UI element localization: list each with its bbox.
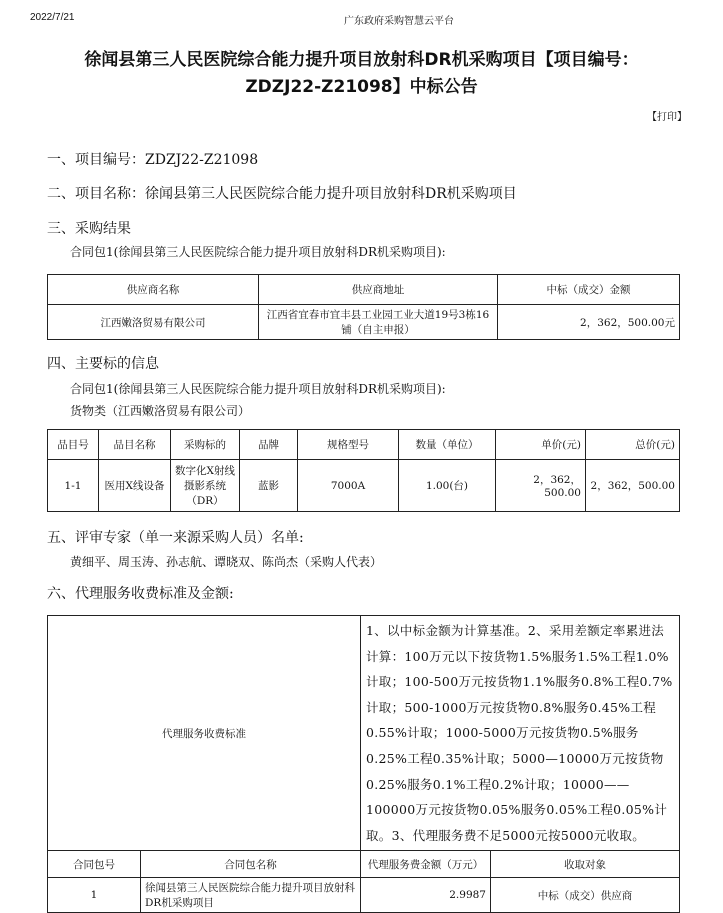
site-name: 广东政府采购智慧云平台 — [344, 16, 454, 27]
award-amount: 2，362，500.00元 — [498, 305, 680, 340]
section-heading: 五、评审专家（单一来源采购人员）名单: — [47, 530, 304, 546]
package-number: 1 — [48, 878, 141, 913]
fee-amount: 2.9987 — [361, 878, 491, 913]
section-heading: 六、代理服务收费标准及金额: — [47, 586, 234, 602]
table-row — [48, 460, 680, 512]
category-label: 货物类（江西嫩洛贸易有限公司） — [70, 404, 251, 418]
table-row — [48, 878, 680, 913]
project-number: 一、项目编号：ZDZJ22-Z21098 — [47, 152, 259, 168]
col-header: 收取对象 — [491, 851, 680, 878]
fee-table — [47, 615, 680, 913]
package-name: 徐闻县第三人民医院综合能力提升项目放射科DR机采购项目 — [141, 878, 361, 913]
fee-payer: 中标（成交）供应商 — [491, 878, 680, 913]
fee-standard-label: 代理服务收费标准 — [48, 616, 361, 851]
section-heading: 三、采购结果 — [47, 221, 131, 237]
table-cell: 蓝影 — [240, 460, 298, 512]
title-line: ZDZJ22-Z21098】中标公告 — [245, 77, 478, 97]
supplier-name: 江西嫩洛贸易有限公司 — [48, 305, 259, 340]
result-table — [47, 274, 680, 340]
col-header: 品目号 — [48, 430, 99, 460]
col-header: 合同包名称 — [141, 851, 361, 878]
table-row — [48, 305, 680, 340]
package-label: 合同包1(徐闻县第三人民医院综合能力提升项目放射科DR机采购项目): — [70, 382, 446, 396]
col-header: 总价(元) — [586, 430, 680, 460]
experts-list: 黄细平、周玉涛、孙志航、谭晓双、陈尚杰（采购人代表） — [70, 555, 383, 569]
col-header: 供应商名称 — [48, 275, 259, 305]
project-name: 二、项目名称：徐闻县第三人民医院综合能力提升项目放射科DR机采购项目 — [47, 186, 517, 202]
col-header: 供应商地址 — [259, 275, 498, 305]
title-line: 徐闻县第三人民医院综合能力提升项目放射科DR机采购项目【项目编号： — [84, 50, 639, 70]
col-header: 单价(元) — [496, 430, 586, 460]
table-cell: 2，362，500.00 — [586, 460, 680, 512]
supplier-address: 江西省宜春市宜丰县工业园工业大道19号3栋16铺（自主申报） — [259, 305, 498, 340]
col-header: 代理服务费金额（万元） — [361, 851, 491, 878]
print-date: 2022/7/21 — [30, 12, 75, 23]
table-cell: 1-1 — [48, 460, 99, 512]
table-cell: 2，362，500.00 — [496, 460, 586, 512]
col-header: 采购标的 — [171, 430, 240, 460]
page-title — [30, 47, 693, 101]
print-link[interactable]: 【打印】 — [647, 112, 687, 123]
col-header: 数量（单位） — [399, 430, 496, 460]
item-table — [47, 429, 680, 512]
col-header: 品牌 — [240, 430, 298, 460]
col-header: 合同包号 — [48, 851, 141, 878]
table-cell: 数字化X射线摄影系统（DR） — [171, 460, 240, 512]
table-cell: 医用X线设备 — [99, 460, 171, 512]
table-cell: 1.00(台) — [399, 460, 496, 512]
col-header: 规格型号 — [298, 430, 399, 460]
col-header: 品目名称 — [99, 430, 171, 460]
table-cell: 7000A — [298, 460, 399, 512]
col-header: 中标（成交）金额 — [498, 275, 680, 305]
package-label: 合同包1(徐闻县第三人民医院综合能力提升项目放射科DR机采购项目): — [70, 245, 446, 259]
fee-standard-text: 1、以中标金额为计算基准。2、采用差额定率累进法计算：100万元以下按货物1.5%服务1.5%工程1.0%计取；100-500万元按货物1.1%服务0.8%工程0.7%计取；500-1000万元按货物0.8%服务0.45%工程0.55%计取；1000-5000万元按货物0.5%服务0.25%工程0.35%计取；5000—10000万元按货物0.25%服务0.1%工程0.2%计取；10000——100000万元按货物0.05%服务0.05%工程0.05%计取。3、代理服务费不足5000元按5000元收取。 — [361, 616, 680, 851]
section-heading: 四、主要标的信息 — [47, 356, 159, 372]
